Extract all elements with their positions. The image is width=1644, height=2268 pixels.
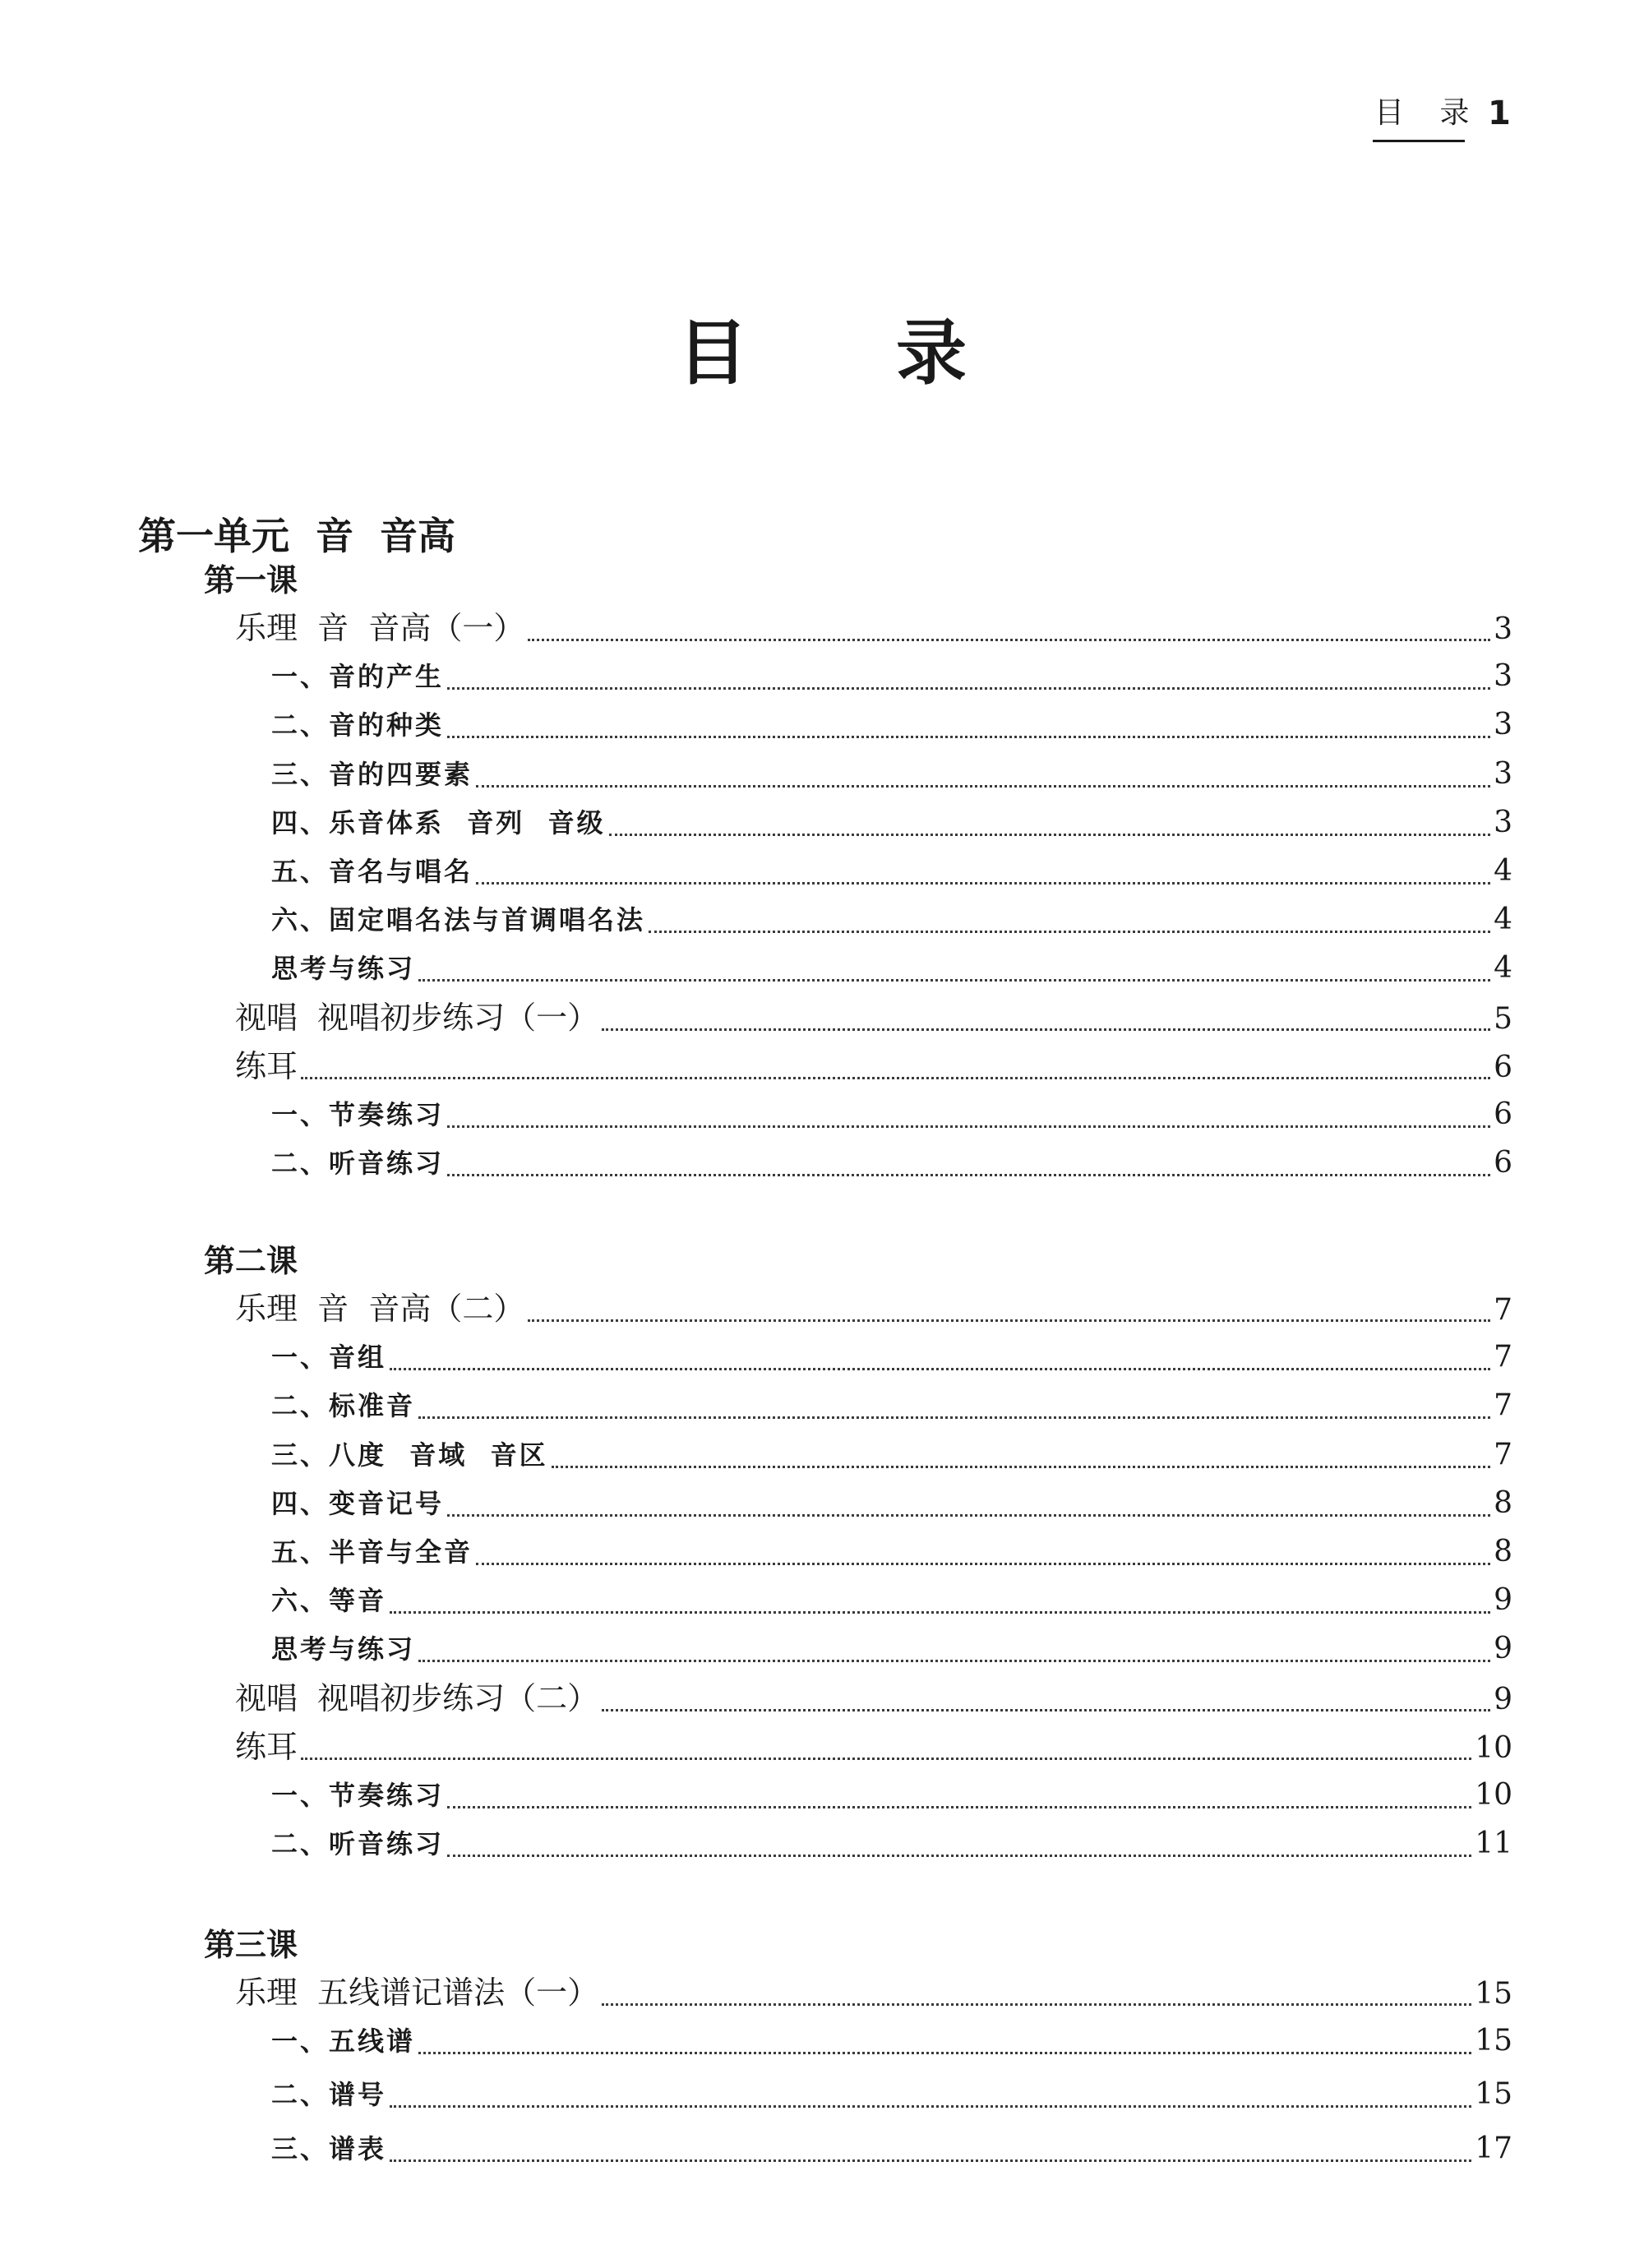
dot-leader xyxy=(447,687,1490,690)
dot-leader xyxy=(528,639,1490,641)
toc-entry-label: 三、谱表 xyxy=(271,2133,387,2164)
running-header xyxy=(1365,92,1512,145)
lesson-title: 第一课 xyxy=(204,561,298,598)
toc-entry[interactable] xyxy=(271,1334,1512,1380)
toc-entry-label: 一、节奏练习 xyxy=(271,1099,445,1130)
dot-leader xyxy=(447,1806,1471,1808)
toc-entry-label: 五、音名与唱名 xyxy=(271,856,473,887)
toc-entry-label: 二、标准音 xyxy=(271,1390,416,1421)
toc-entry[interactable] xyxy=(271,1626,1512,1672)
toc-entry-page: 9 xyxy=(1494,1632,1512,1665)
dot-leader xyxy=(609,834,1491,836)
dot-leader xyxy=(602,1709,1490,1711)
toc-entry-page: 15 xyxy=(1475,2024,1512,2058)
dot-leader xyxy=(390,1611,1490,1614)
dot-leader xyxy=(528,1319,1490,1322)
page-number: 1 xyxy=(1488,95,1511,132)
unit-title: 第一单元 音 音高 xyxy=(138,514,456,558)
toc-entry-page: 3 xyxy=(1494,757,1512,791)
toc-entry-page: 6 xyxy=(1494,1146,1512,1180)
dot-leader xyxy=(476,785,1490,788)
toc-entry-page: 5 xyxy=(1494,1002,1512,1036)
toc-entry[interactable] xyxy=(271,1140,1512,1186)
toc-entry[interactable] xyxy=(235,1970,1512,2016)
toc-entry[interactable] xyxy=(271,848,1512,894)
toc-entry-label: 练耳 xyxy=(235,1048,298,1084)
dot-leader xyxy=(418,1416,1490,1419)
dot-leader xyxy=(390,2105,1471,2108)
dot-leader xyxy=(390,1368,1490,1370)
toc-entry-label: 一、节奏练习 xyxy=(271,1780,445,1811)
toc-entry-page: 10 xyxy=(1475,1731,1512,1765)
toc-entry[interactable] xyxy=(271,751,1512,797)
toc-entry[interactable] xyxy=(271,2126,1512,2172)
toc-entry-label: 乐理 音 音高（二） xyxy=(235,1291,525,1327)
toc-entry-page: 3 xyxy=(1494,708,1512,741)
toc-entry-page: 7 xyxy=(1494,1388,1512,1422)
running-header-rule xyxy=(1373,140,1465,142)
toc-entry-label: 三、音的四要素 xyxy=(271,759,473,790)
lesson-title: 第二课 xyxy=(204,1242,298,1279)
toc-entry[interactable] xyxy=(271,897,1512,943)
toc-entry-page: 10 xyxy=(1475,1778,1512,1812)
toc-entry[interactable] xyxy=(271,1480,1512,1527)
toc-entry[interactable] xyxy=(271,2018,1512,2064)
dot-leader xyxy=(301,1077,1490,1079)
running-header-title: 目 录 xyxy=(1374,96,1483,130)
dot-leader xyxy=(602,1028,1490,1031)
dot-leader xyxy=(649,931,1490,933)
toc-entry[interactable] xyxy=(235,1675,1512,1721)
toc-entry-page: 15 xyxy=(1475,2077,1512,2111)
toc-entry-label: 一、五线谱 xyxy=(271,2025,416,2057)
toc-entry-page: 11 xyxy=(1475,1827,1512,1860)
page-title: 目录 xyxy=(677,312,1115,395)
toc-entry[interactable] xyxy=(271,1577,1512,1624)
toc-entry-label: 二、谱号 xyxy=(271,2079,387,2110)
toc-entry-page: 8 xyxy=(1494,1486,1512,1520)
toc-entry[interactable] xyxy=(271,654,1512,700)
toc-entry-page: 8 xyxy=(1494,1535,1512,1568)
toc-entry-label: 二、音的种类 xyxy=(271,709,445,741)
toc-entry-label: 乐理 五线谱记谱法（一） xyxy=(235,1975,599,2011)
toc-entry-label: 一、音组 xyxy=(271,1342,387,1373)
dot-leader xyxy=(476,1563,1490,1565)
dot-leader xyxy=(390,2159,1471,2162)
toc-entry[interactable] xyxy=(271,1432,1512,1478)
toc-entry-page: 9 xyxy=(1494,1583,1512,1617)
toc-entry-label: 思考与练习 xyxy=(271,953,416,984)
dot-leader xyxy=(447,1514,1490,1517)
toc-entry-label: 四、变音记号 xyxy=(271,1488,445,1519)
dot-leader xyxy=(418,979,1490,982)
toc-entry[interactable] xyxy=(271,1529,1512,1575)
toc-entry-page: 4 xyxy=(1494,854,1512,888)
toc-entry-page: 6 xyxy=(1494,1097,1512,1131)
toc-entry-label: 四、乐音体系 音列 音级 xyxy=(271,807,606,838)
toc-entry-page: 6 xyxy=(1494,1051,1512,1084)
toc-entry-page: 3 xyxy=(1494,612,1512,646)
toc-entry[interactable] xyxy=(271,1092,1512,1138)
dot-leader xyxy=(418,2052,1471,2054)
toc-entry-page: 15 xyxy=(1475,1977,1512,2011)
toc-entry[interactable] xyxy=(235,605,1512,651)
dot-leader xyxy=(602,2003,1471,2006)
dot-leader xyxy=(447,1855,1471,1857)
toc-entry-page: 7 xyxy=(1494,1293,1512,1327)
toc-entry[interactable] xyxy=(271,800,1512,846)
dot-leader xyxy=(447,736,1490,738)
toc-entry-page: 4 xyxy=(1494,903,1512,936)
lesson-title: 第三课 xyxy=(204,1926,298,1963)
toc-entry[interactable] xyxy=(271,702,1512,748)
dot-leader xyxy=(552,1466,1491,1468)
dot-leader xyxy=(447,1174,1490,1176)
toc-entry-label: 一、音的产生 xyxy=(271,661,445,692)
toc-entry-page: 7 xyxy=(1494,1438,1512,1471)
toc-entry-page: 4 xyxy=(1494,951,1512,985)
toc-entry-label: 二、听音练习 xyxy=(271,1148,445,1179)
toc-entry-page: 17 xyxy=(1475,2132,1512,2165)
toc-entry-page: 7 xyxy=(1494,1340,1512,1374)
dot-leader xyxy=(418,1660,1490,1662)
toc-entry[interactable] xyxy=(271,2072,1512,2118)
toc-entry-label: 练耳 xyxy=(235,1729,298,1765)
toc-entry[interactable] xyxy=(235,1286,1512,1332)
toc-entry[interactable] xyxy=(271,1772,1512,1818)
toc-entry[interactable] xyxy=(271,1383,1512,1429)
toc-entry-label: 二、听音练习 xyxy=(271,1828,445,1859)
toc-entry[interactable] xyxy=(235,1043,1512,1089)
toc-entry-label: 思考与练习 xyxy=(271,1633,416,1665)
toc-entry[interactable] xyxy=(271,1821,1512,1867)
toc-entry[interactable] xyxy=(235,995,1512,1041)
toc-entry-page: 3 xyxy=(1494,806,1512,839)
toc-entry-label: 五、半音与全音 xyxy=(271,1536,473,1568)
toc-entry-label: 视唱 视唱初步练习（一） xyxy=(235,1000,599,1036)
dot-leader xyxy=(301,1758,1471,1760)
toc-entry-label: 六、等音 xyxy=(271,1585,387,1616)
toc-entry[interactable] xyxy=(235,1724,1512,1770)
toc-entry-label: 三、八度 音域 音区 xyxy=(271,1439,548,1471)
dot-leader xyxy=(447,1125,1490,1128)
toc-entry-page: 3 xyxy=(1494,659,1512,693)
toc-entry-label: 视唱 视唱初步练习（二） xyxy=(235,1680,599,1716)
dot-leader xyxy=(476,882,1490,885)
toc-entry[interactable] xyxy=(271,945,1512,991)
toc-entry-label: 乐理 音 音高（一） xyxy=(235,610,525,646)
toc-entry-page: 9 xyxy=(1494,1683,1512,1716)
toc-entry-label: 六、固定唱名法与首调唱名法 xyxy=(271,904,646,935)
